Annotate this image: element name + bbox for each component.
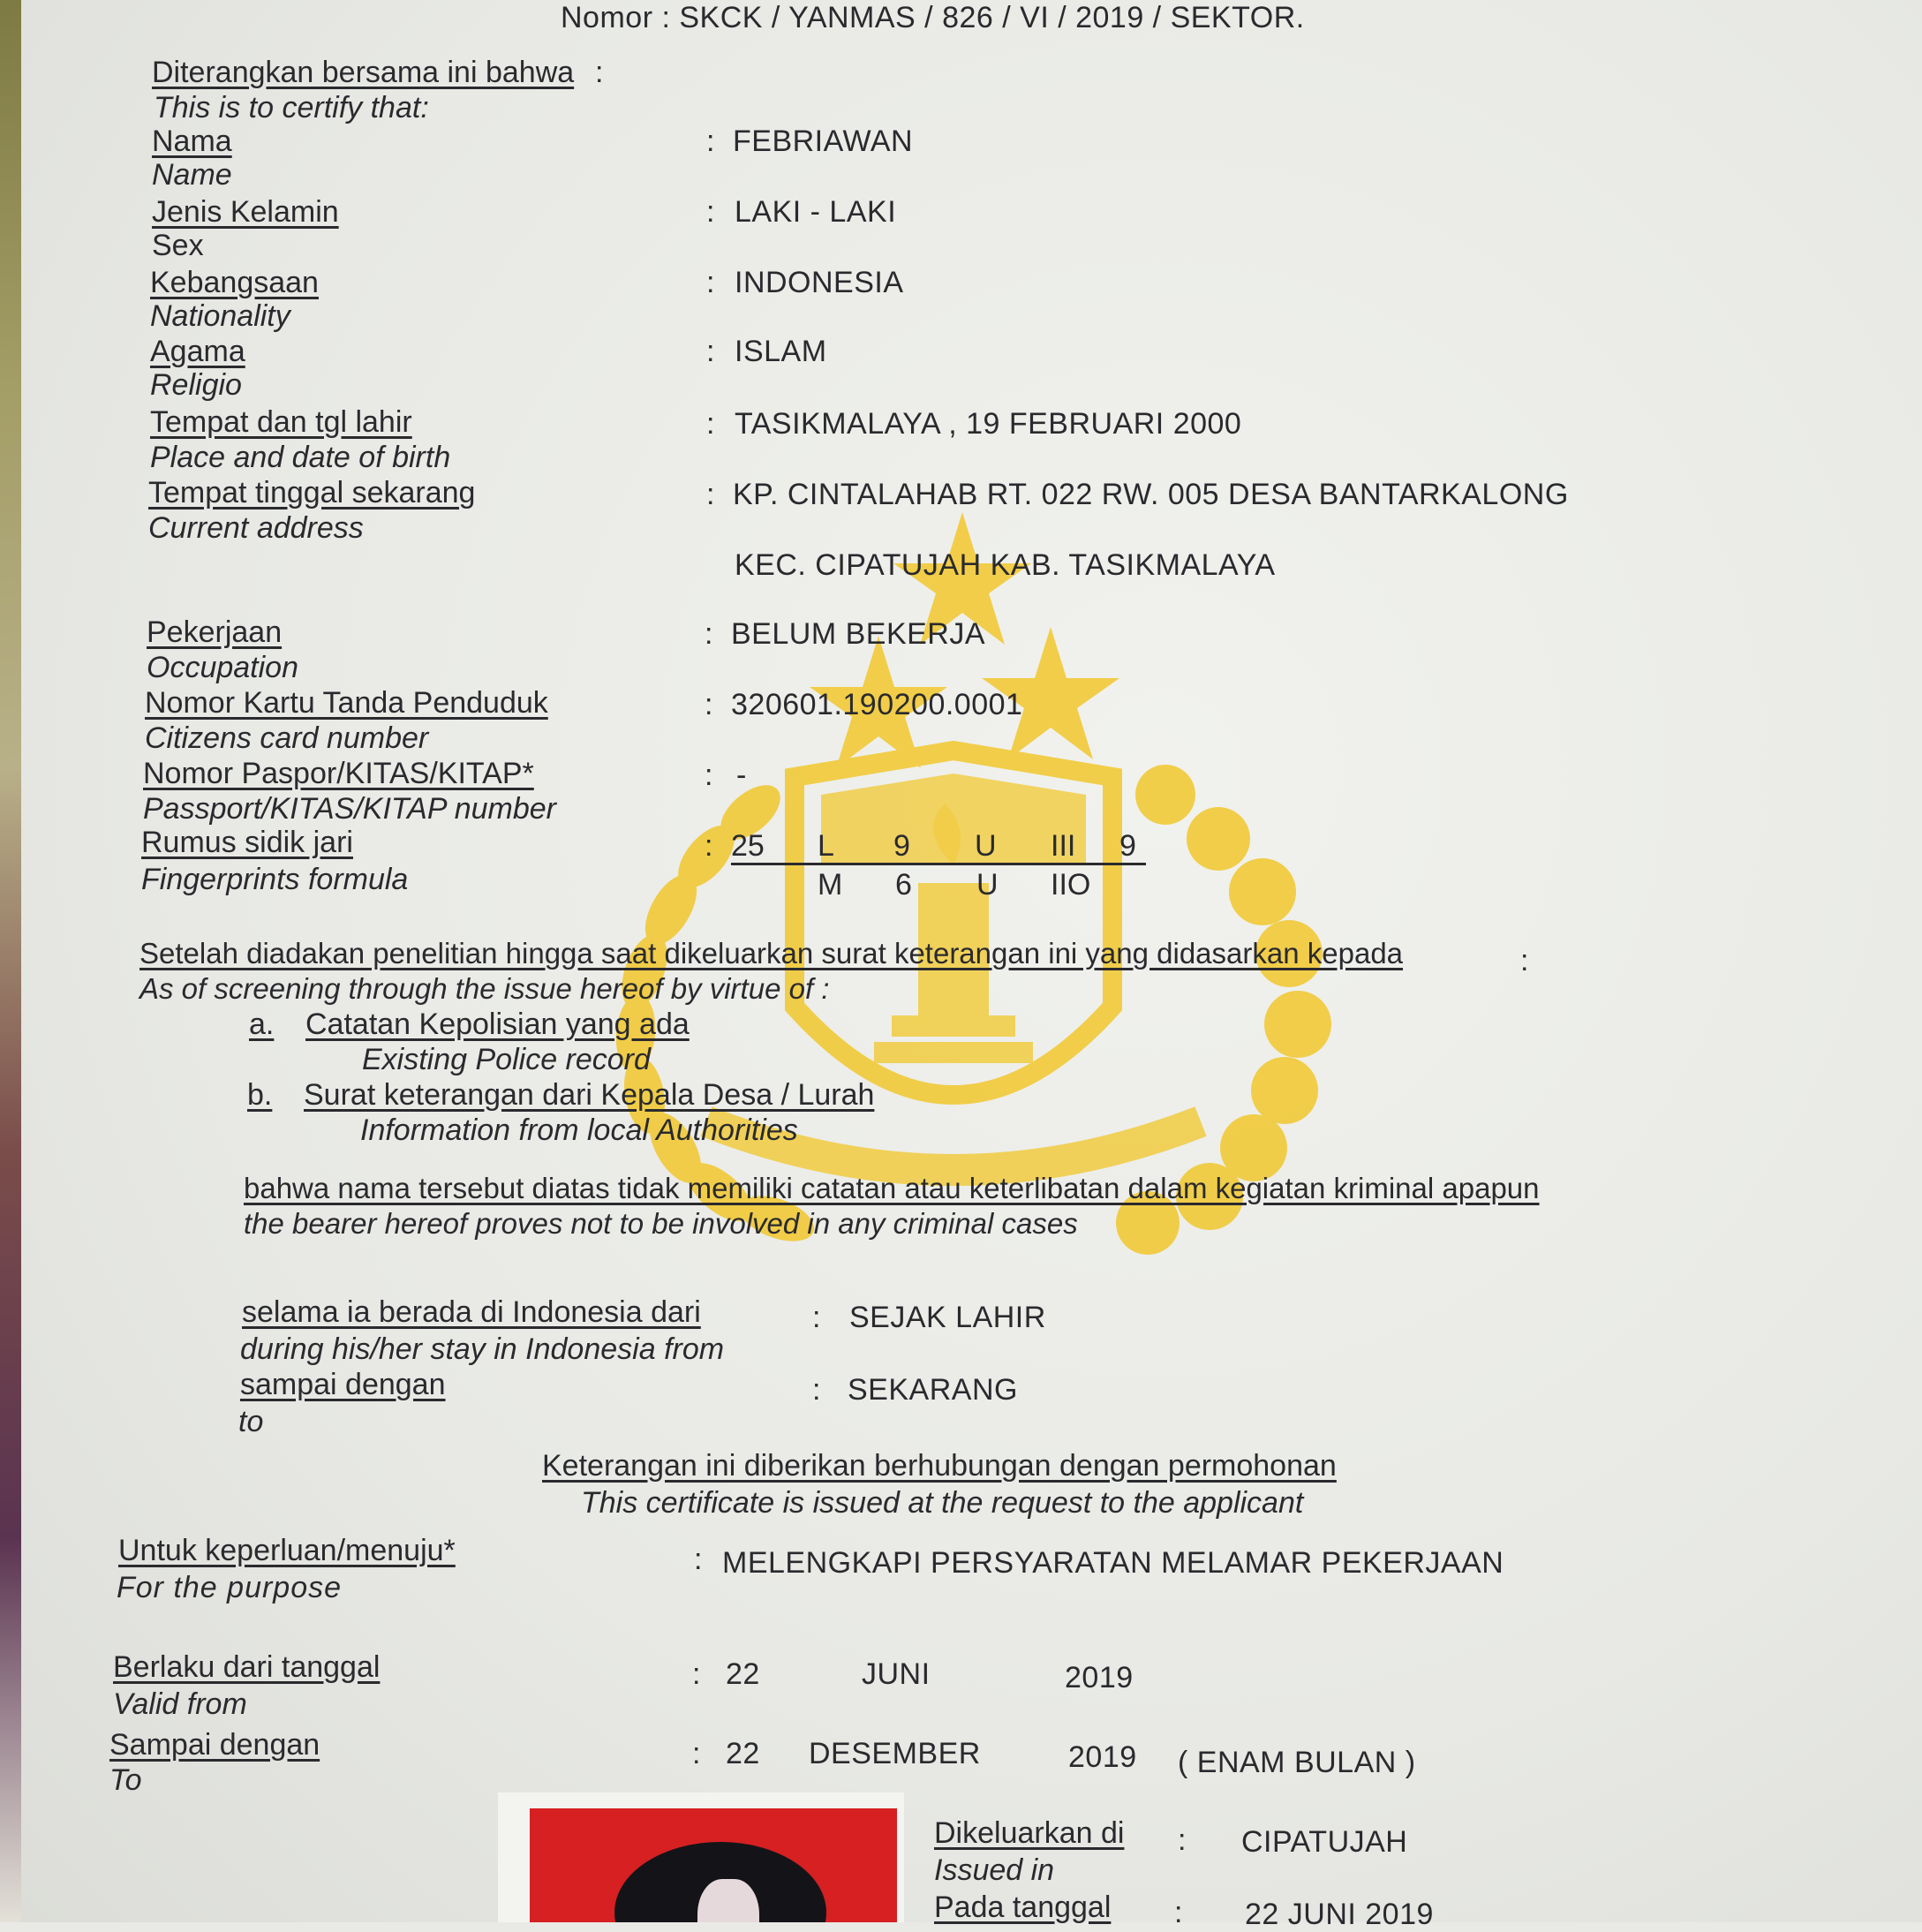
issued-date-value: 22 JUNI 2019 [1245,1898,1434,1931]
applicant-photo [530,1808,897,1922]
valid-to-label-en: To [109,1763,142,1797]
stay-from-value: SEJAK LAHIR [849,1301,1046,1334]
fingerprint-top-4: U [975,829,997,863]
colon: : [1174,1896,1183,1929]
field-label-nationality: Kebangsaan [150,266,319,299]
valid-to-year: 2019 [1068,1740,1137,1774]
issued-date-label: Pada tanggal [934,1890,1112,1924]
field-label-fingerprint: Rumus sidik jari [141,826,353,859]
colon: : [706,125,715,158]
screening-item-b: Surat keterangan dari Kepala Desa / Lurah [304,1078,875,1112]
valid-to-day: 22 [726,1737,760,1770]
stay-to-label: sampai dengan [240,1368,446,1401]
colon: : [705,688,713,721]
stay-to-label-en: to [238,1405,264,1438]
purpose-label-en: For the purpose [117,1571,343,1604]
fingerprint-bottom-1: M [818,868,843,902]
field-value-nationality: INDONESIA [735,266,904,299]
field-label-sex-en: Sex [152,229,204,262]
intro-colon: : [595,56,604,89]
valid-to-label: Sampai dengan [109,1728,320,1762]
screening-item-b-en: Information from local Authorities [360,1113,798,1147]
screening-item-b-marker: b. [247,1078,273,1112]
colon: : [706,335,715,368]
valid-from-label: Berlaku dari tanggal [113,1650,381,1684]
purpose-value: MELENGKAPI PERSYARATAN MELAMAR PEKERJAAN [722,1546,1504,1580]
field-label-religion: Agama [150,335,245,368]
intro-text: Diterangkan bersama ini bahwa [152,56,575,89]
colon: : [692,1737,701,1770]
field-value-sex: LAKI - LAKI [735,195,897,229]
issued-place-label-en: Issued in [934,1853,1055,1887]
valid-from-label-en: Valid from [113,1687,247,1721]
field-value-religion: ISLAM [735,335,827,368]
field-label-passport: Nomor Paspor/KITAS/KITAP* [143,757,534,790]
fingerprint-top-6: 9 [1119,829,1136,863]
colon: : [705,617,713,651]
field-label-name-en: Name [152,158,232,192]
field-label-ktp-en: Citizens card number [145,721,429,755]
colon: : [705,829,713,863]
field-label-passport-en: Passport/KITAS/KITAP number [143,792,556,826]
field-value-name: FEBRIAWAN [733,125,914,158]
field-value-birth: TASIKMALAYA , 19 FEBRUARI 2000 [735,407,1242,441]
screening-item-a-marker: a. [249,1008,275,1041]
colon: : [706,478,715,511]
valid-from-year: 2019 [1065,1661,1134,1694]
valid-to-month: DESEMBER [809,1737,981,1770]
fingerprint-top-2: L [818,829,834,863]
field-label-religion-en: Religio [150,368,242,402]
valid-from-day: 22 [726,1657,760,1691]
request-text-en: This certificate is issued at the request to the applicant [581,1486,1304,1520]
screening-colon: : [1520,944,1529,977]
field-value-address-line2: KEC. CIPATUJAH KAB. TASIKMALAYA [735,548,1276,582]
field-label-occupation-en: Occupation [147,651,298,684]
document-number: Nomor : SKCK / YANMAS / 826 / VI / 2019 / SEKTOR. [561,1,1305,34]
fingerprint-bottom-3: U [976,868,999,902]
fingerprint-top-3: 9 [893,829,910,863]
stay-to-value: SEKARANG [848,1373,1018,1407]
field-label-ktp: Nomor Kartu Tanda Penduduk [145,686,548,720]
valid-from-month: JUNI [862,1657,931,1691]
field-label-address: Tempat tinggal sekarang [148,476,476,509]
field-label-name: Nama [152,125,232,158]
request-text: Keterangan ini diberikan berhubungan dengan permohonan [542,1449,1337,1483]
conclusion-text: bahwa nama tersebut diatas tidak memiliki catatan atau keterlibatan dalam kegiatan kriminal apapun [244,1172,1540,1204]
issued-place-label: Dikeluarkan di [934,1816,1125,1850]
field-value-address: KP. CINTALAHAB RT. 022 RW. 005 DESA BANTARKALONG [733,478,1569,511]
colon: : [706,407,715,441]
background-edge [0,0,21,1922]
colon: : [812,1373,821,1407]
field-label-fingerprint-en: Fingerprints formula [141,863,409,896]
stay-from-label: selama ia berada di Indonesia dari [242,1295,701,1329]
fingerprint-fraction-line [731,863,1146,865]
field-value-occupation: BELUM BEKERJA [731,617,986,651]
colon: : [692,1657,701,1691]
colon: : [1178,1823,1187,1857]
fingerprint-bottom-4: IIO [1051,868,1091,902]
issued-place-value: CIPATUJAH [1241,1825,1408,1859]
colon: : [706,195,715,229]
field-label-birth-en: Place and date of birth [150,441,451,474]
screening-item-a: Catatan Kepolisian yang ada [305,1008,690,1041]
field-label-sex: Jenis Kelamin [152,195,339,229]
colon: : [706,266,715,299]
stay-from-label-en: during his/her stay in Indonesia from [240,1332,725,1366]
conclusion-text-en: the bearer hereof proves not to be involved in any criminal cases [244,1207,1078,1240]
field-label-birth: Tempat dan tgl lahir [150,405,412,439]
screening-text-en: As of screening through the issue hereof by virtue of : [139,972,830,1005]
field-label-address-en: Current address [148,511,364,545]
colon: : [705,758,713,792]
intro-text-en: This is to certify that: [154,91,429,125]
field-label-nationality-en: Nationality [150,299,290,333]
valid-duration: ( ENAM BULAN ) [1178,1746,1416,1779]
colon: : [812,1301,821,1334]
purpose-label: Untuk keperluan/menuju* [118,1534,456,1567]
screening-text: Setelah diadakan penelitian hingga saat dikeluarkan surat keterangan ini yang didasarkan kepada [139,937,1404,970]
fingerprint-top-1: 25 [731,829,765,863]
colon: : [694,1543,703,1576]
fingerprint-bottom-2: 6 [895,868,912,902]
field-label-occupation: Pekerjaan [147,615,283,649]
fingerprint-top-5: III [1051,829,1076,863]
field-value-passport: - [736,758,747,792]
field-value-ktp: 320601.190200.0001 [731,688,1023,721]
screening-item-a-en: Existing Police record [362,1043,651,1076]
